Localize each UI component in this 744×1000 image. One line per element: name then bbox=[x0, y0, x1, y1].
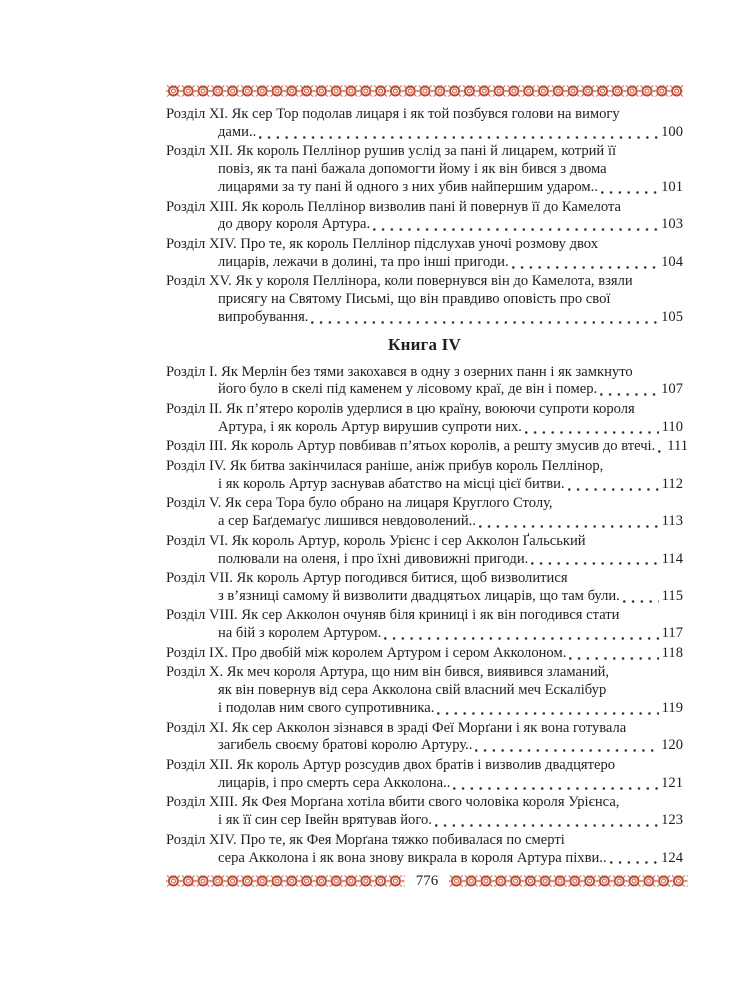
ornament-border-footer-left-icon bbox=[166, 874, 405, 888]
toc-entry bbox=[166, 143, 683, 196]
entry-text: Артура, і як король Артур вирушив супроти них. bbox=[218, 418, 522, 435]
entry-page-number: 107 bbox=[661, 381, 683, 398]
entry-text: його було в скелі під каменем у лісовому краї, де він і помер. bbox=[218, 381, 598, 398]
dot-leader bbox=[437, 704, 658, 717]
dot-leader bbox=[373, 220, 658, 233]
entry-text: лицарів, і про смерть сера Акколона.. bbox=[218, 774, 451, 791]
toc-entry bbox=[166, 757, 683, 793]
dot-leader bbox=[311, 313, 658, 326]
entry-text: Розділ XIII. Як король Пеллінор визволив пані й повернув її до Камелота bbox=[166, 198, 622, 215]
entry-text: Розділ XIII. Як Фея Морґана хотіла вбити свого чоловіка короля Урієнса, bbox=[166, 794, 620, 811]
ornament-border-footer-right-icon bbox=[449, 874, 688, 888]
toc-entry bbox=[166, 364, 683, 400]
entry-page-number: 110 bbox=[661, 418, 683, 435]
toc-entry bbox=[166, 236, 683, 272]
entry-page-number: 103 bbox=[661, 216, 683, 233]
dot-leader bbox=[259, 128, 658, 141]
entry-text: загибель своєму братові королю Артуру.. bbox=[218, 737, 473, 754]
dot-leader bbox=[384, 629, 658, 642]
toc-entry bbox=[166, 607, 683, 643]
entry-page-number: 124 bbox=[661, 849, 683, 866]
entry-text: Розділ II. Як п’ятеро королів удерлися в цю країну, воюючи супроти короля bbox=[166, 400, 635, 417]
entry-page-number: 118 bbox=[661, 644, 683, 661]
entry-text: Розділ XIV. Про те, як Фея Морґана тяжко побивалася по смерті bbox=[166, 831, 565, 848]
entry-text: присягу на Святому Письмі, що він правдиво оповість про свої bbox=[218, 291, 611, 308]
entry-text: як він повернув від сера Акколона свій власний меч Ескалібур bbox=[218, 682, 607, 699]
entry-text: і як її син сер Івейн врятував його. bbox=[218, 812, 432, 829]
dot-leader bbox=[475, 741, 658, 754]
book-heading: Книга IV bbox=[388, 334, 461, 354]
entry-text: лицарями за ту пані й одного з них убив найпершим ударом.. bbox=[218, 178, 598, 195]
entry-text: Розділ XIV. Про те, як король Пеллінор підслухав уночі розмову двох bbox=[166, 235, 599, 252]
dot-leader bbox=[525, 423, 659, 436]
entry-text: Розділ XV. Як у короля Пеллінора, коли повернувся він до Камелота, взяли bbox=[166, 273, 633, 290]
dot-leader bbox=[531, 554, 658, 567]
entry-text: Розділ XII. Як король Пеллінор рушив услід за пані й лицарем, котрий її bbox=[166, 143, 617, 160]
entry-text: Розділ I. Як Мерлін без тями закохався в одну з озерних панн і як замкнуто bbox=[166, 363, 633, 380]
entry-text: повіз, як та пані бажала допомогти йому і як він бився з двома bbox=[218, 161, 607, 178]
toc-entry bbox=[166, 533, 683, 569]
entry-page-number: 105 bbox=[661, 308, 683, 325]
toc-entries bbox=[166, 106, 683, 327]
entry-text: і як король Артур заснував абатство на місці цієї битви. bbox=[218, 475, 565, 492]
entry-text: Розділ X. Як меч короля Артура, що ним він бився, виявився зламаний, bbox=[166, 664, 610, 681]
toc-entry bbox=[166, 438, 689, 456]
toc-entry bbox=[166, 720, 683, 756]
toc-section bbox=[166, 106, 683, 327]
entry-text: Розділ VIII. Як сер Акколон очуняв біля криниці і як він погодився стати bbox=[166, 607, 620, 624]
toc-entry bbox=[166, 794, 683, 830]
entry-text: Розділ XI. Як сер Акколон зізнався в зраді Феї Морґани і як вона готувала bbox=[166, 719, 627, 736]
toc-entry bbox=[166, 199, 683, 235]
dot-leader bbox=[601, 183, 658, 196]
entry-text: Розділ XI. Як сер Тор подолав лицаря і як той позбувся голови на вимогу bbox=[166, 106, 620, 122]
toc-entry bbox=[166, 645, 683, 663]
dot-leader bbox=[479, 517, 659, 530]
entry-text: Розділ VII. Як король Артур погодився битися, щоб визволитися bbox=[166, 570, 568, 587]
dot-leader bbox=[569, 649, 658, 662]
entry-text: з в’язниці самому й визволити двадцятьох лицарів, що там були. bbox=[218, 587, 620, 604]
dot-leader bbox=[512, 258, 658, 271]
entry-text: лицарів, лежачи в долині, та про інші пригоди. bbox=[218, 253, 509, 270]
toc-entry bbox=[166, 495, 683, 531]
ornament-border-top-icon bbox=[166, 84, 683, 98]
entry-text: до двору короля Артура. bbox=[218, 216, 371, 233]
entry-page-number: 123 bbox=[661, 812, 683, 829]
entry-page-number: 100 bbox=[661, 123, 683, 140]
entry-text: дами.. bbox=[218, 123, 257, 140]
toc-entry bbox=[166, 273, 683, 326]
entry-text: Розділ XII. Як король Артур розсудив двох братів і визволив двадцятеро bbox=[166, 757, 616, 774]
entry-text: а сер Баґдемаґус лишився невдоволений.. bbox=[218, 513, 476, 530]
dot-leader bbox=[600, 385, 658, 398]
entry-text: на бій з королем Артуром. bbox=[218, 625, 382, 642]
entry-page-number: 111 bbox=[667, 438, 689, 455]
entry-page-number: 115 bbox=[661, 587, 683, 604]
toc-entry bbox=[166, 106, 683, 142]
dot-leader bbox=[610, 853, 659, 866]
toc-section bbox=[166, 334, 689, 868]
table-of-contents bbox=[166, 106, 689, 869]
entry-text: полювали на оленя, і про їхні дивовижні пригоди. bbox=[218, 550, 529, 567]
toc-entry bbox=[166, 458, 683, 494]
dot-leader bbox=[623, 592, 659, 605]
entry-page-number: 112 bbox=[661, 475, 683, 492]
entry-page-number: 117 bbox=[661, 625, 683, 642]
entry-page-number: 121 bbox=[661, 774, 683, 791]
dot-leader bbox=[435, 816, 658, 829]
dot-leader bbox=[453, 779, 658, 792]
toc-entries bbox=[166, 363, 689, 868]
entry-text: і подолав ним свого супротивника. bbox=[218, 700, 435, 717]
entry-page-number: 104 bbox=[661, 253, 683, 270]
entry-page-number: 120 bbox=[661, 737, 683, 754]
entry-text: сера Акколона і як вона знову викрала в короля Артура піхви.. bbox=[218, 849, 607, 866]
entry-page-number: 114 bbox=[661, 550, 683, 567]
page-footer bbox=[166, 874, 688, 888]
entry-text: Розділ III. Як король Артур повбивав п’ятьох королів, а решту змусив до втечі. bbox=[166, 438, 656, 455]
toc-entry bbox=[166, 401, 683, 437]
entry-page-number: 113 bbox=[661, 513, 683, 530]
page-number: 776 bbox=[415, 873, 439, 889]
toc-entry bbox=[166, 832, 683, 868]
toc-entry bbox=[166, 664, 683, 717]
entry-text: Розділ VI. Як король Артур, король Урієнс і сер Акколон Ґальський bbox=[166, 532, 586, 549]
toc-entry bbox=[166, 570, 683, 606]
entry-page-number: 119 bbox=[661, 700, 683, 717]
entry-text: Розділ V. Як сера Тора було обрано на лицаря Круглого Столу, bbox=[166, 495, 553, 512]
dot-leader bbox=[568, 480, 659, 493]
entry-text: випробування. bbox=[218, 308, 309, 325]
entry-text: Розділ IX. Про двобій між королем Артуром і сером Акколоном. bbox=[166, 644, 567, 661]
dot-leader bbox=[658, 442, 664, 455]
entry-page-number: 101 bbox=[661, 178, 683, 195]
entry-text: Розділ IV. Як битва закінчилася раніше, аніж прибув король Пеллінор, bbox=[166, 457, 604, 474]
